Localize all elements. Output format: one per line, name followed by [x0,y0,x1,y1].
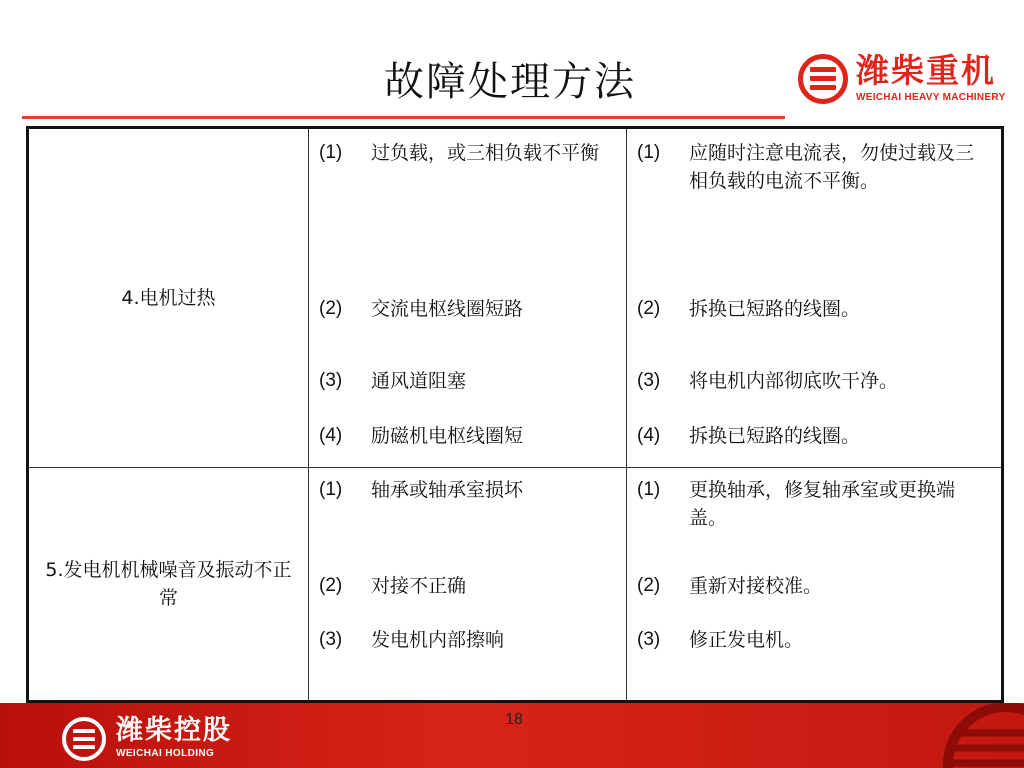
cause-item [319,476,616,504]
weichai-emblem-icon [798,54,848,104]
cause-number: (4) [319,425,343,446]
slide-title: 故障处理方法 [384,59,636,105]
cause-text: 励磁机电枢线圈短 [371,425,524,447]
cause-item [319,295,616,323]
fault-table [26,126,1004,703]
remedy-item [637,572,991,600]
header-logo [798,52,1008,110]
remedy-number: (2) [637,575,661,596]
cause-text: 通风道阻塞 [371,370,467,392]
cause-item [319,139,616,167]
remedy-text: 将电机内部彻底吹干净。 [689,370,899,392]
cause-text: 发电机内部擦响 [371,629,505,651]
cause-item [319,572,616,600]
page-number: 18 [505,711,523,728]
remedy-text: 拆换已短路的线圈。 [689,298,861,320]
cause-item [319,422,616,450]
cause-number: (2) [319,575,343,596]
remedy-text: 拆换已短路的线圈。 [689,425,861,447]
cause-text: 对接不正确 [371,575,467,597]
cause-text: 过负载，或三相负载不平衡 [371,142,600,164]
remedy-item [637,139,991,195]
remedy-text: 重新对接校准。 [689,575,823,597]
table-row [28,128,1003,468]
remedy-item [637,367,991,395]
footer-band [0,703,1024,768]
remedy-item [637,422,991,450]
remedy-number: (2) [637,298,661,319]
fault-name-cell: 4.电机过热 [28,128,309,468]
remedy-item [637,626,991,654]
footer-logo-name-cn: 潍柴控股 [116,715,232,746]
remedy-item [637,295,991,323]
header-logo-name-cn: 潍柴重机 [856,51,996,90]
remedy-text: 应随时注意电流表，勿使过载及三相负载的电流不平衡。 [689,142,975,192]
header-logo-name-en: WEICHAI HEAVY MACHINERY [856,92,1006,103]
remedy-number: (1) [637,142,661,163]
cause-number: (3) [319,629,343,650]
remedy-number: (3) [637,629,661,650]
cause-number: (1) [319,479,343,500]
cause-number: (3) [319,370,343,391]
weichai-emblem-icon [62,717,106,761]
decorative-emblem-icon [894,703,1024,768]
remedy-number: (3) [637,370,661,391]
cause-text: 轴承或轴承室损坏 [371,479,524,501]
fault-name-cell: 5.发电机机械噪音及振动不正常 [28,468,309,702]
cause-text: 交流电枢线圈短路 [371,298,524,320]
remedy-number: (1) [637,479,661,500]
remedy-item [637,476,991,532]
remedy-text: 更换轴承，修复轴承室或更换端盖。 [689,479,956,529]
remedy-text: 修正发电机。 [689,629,804,651]
cause-cell [309,128,627,468]
remedy-cell [627,128,1003,468]
footer-logo-name-en: WEICHAI HOLDING [116,748,215,759]
table-row [28,468,1003,702]
remedy-cell [627,468,1003,702]
remedy-number: (4) [637,425,661,446]
cause-number: (1) [319,142,343,163]
cause-item [319,626,616,654]
footer-logo [62,715,262,761]
cause-number: (2) [319,298,343,319]
title-divider [22,116,785,119]
cause-cell [309,468,627,702]
cause-item [319,367,616,395]
